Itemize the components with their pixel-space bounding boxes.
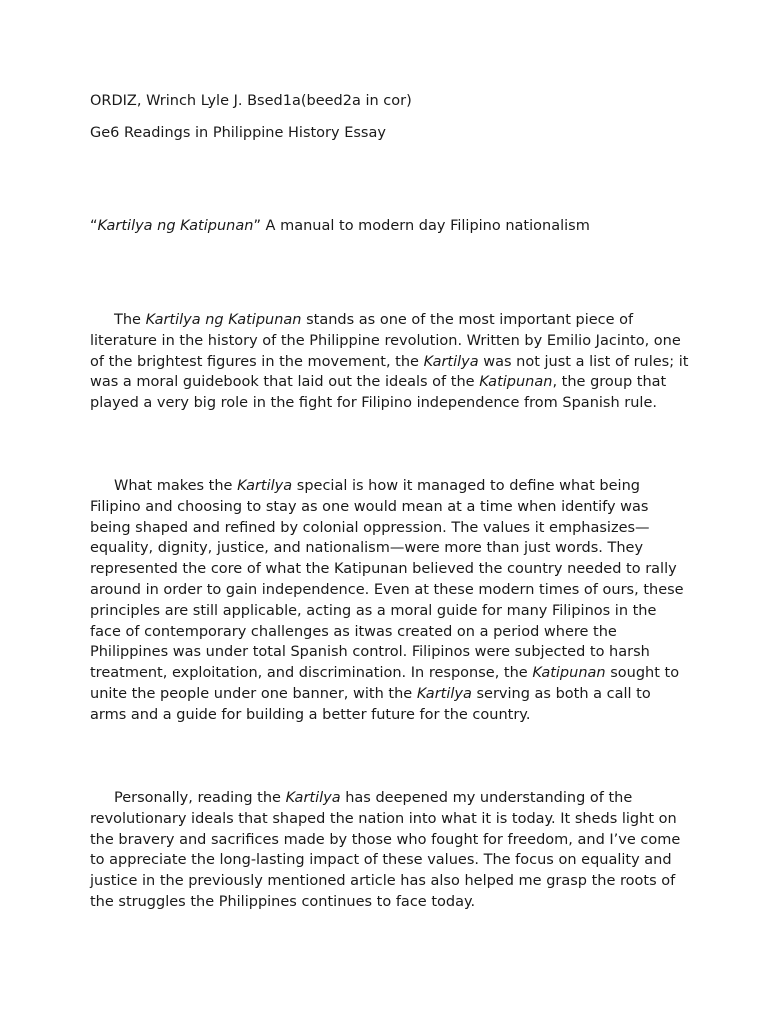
text-segment: The <box>114 312 146 328</box>
author-line: ORDIZ, Wrinch Lyle J. Bsed1a(beed2a in cor) <box>90 93 412 109</box>
text-segment: sought to unite the people under one banner, with the <box>90 665 680 702</box>
italic-term: Kartilya ng Katipunan <box>145 312 302 328</box>
italic-term: Kartilya <box>423 353 479 370</box>
italic-term: Katipunan <box>532 665 606 682</box>
italic-term: Kartilya <box>285 790 341 806</box>
paragraph-3 <box>90 788 690 913</box>
text-segment: serving as both a call to arms and a guide for building a better future for the country. <box>90 685 651 723</box>
text-segment: stands as one of the most important piece of literature in the history of the Philippine revolution. Written by Emilio Jacinto, one of the brightest figures in the movement, the <box>90 312 681 370</box>
text-segment: has deepened my understanding of the revolutionary ideals that shaped the nation into what it is today. It sheds light on the bravery and sacrifices made by those who fought for freedom, and I’ve come to appreciate the long-lasting impact of these values. The focus on equality and justice in the previously mentioned article has also helped me grasp the roots of the struggles the Philippines continues to face today. <box>90 790 681 910</box>
title-open-quote: “ <box>90 218 98 234</box>
paragraph-1 <box>90 310 690 414</box>
text-segment: What makes the <box>114 478 238 494</box>
title-close-quote: ” <box>253 218 261 234</box>
text-segment: was not just a list of rules; it was a moral guidebook that laid out the ideals of the <box>90 353 689 391</box>
text-segment: special is how it managed to define what being Filipino and choosing to stay as one would mean at a time when identify was being shaped and refined by colonial oppression. The values it emphasizes—equality, dignity, justice, and nationalism—were more than just words. They represented the core of what the Katipunan believed the country needed to rally around in order to gain independence. Even at these modern times of ours, these principles are still applicable, acting as a moral guide for many Filipinos in the face of contemporary challenges as itwas created on a period where the Philippines was under total Spanish control. Filipinos were subjected to harsh treatment, exploitation, and discrimination. In response, the <box>90 478 684 682</box>
italic-term: Kartilya <box>416 685 472 702</box>
text-segment: Personally, reading the <box>114 790 286 806</box>
italic-term: Katipunan <box>479 374 553 391</box>
course-line: Ge6 Readings in Philippine History Essay <box>90 125 386 141</box>
italic-term: Kartilya <box>237 478 293 494</box>
title-rest: A manual to modern day Filipino nationalism <box>260 218 590 234</box>
essay-title <box>90 216 590 236</box>
paragraph-2 <box>90 476 690 726</box>
text-segment: , the group that played a very big role in the fight for Filipino independence from Spanish rule. <box>90 374 667 412</box>
title-italic-part: Kartilya ng Katipunan <box>97 218 254 234</box>
